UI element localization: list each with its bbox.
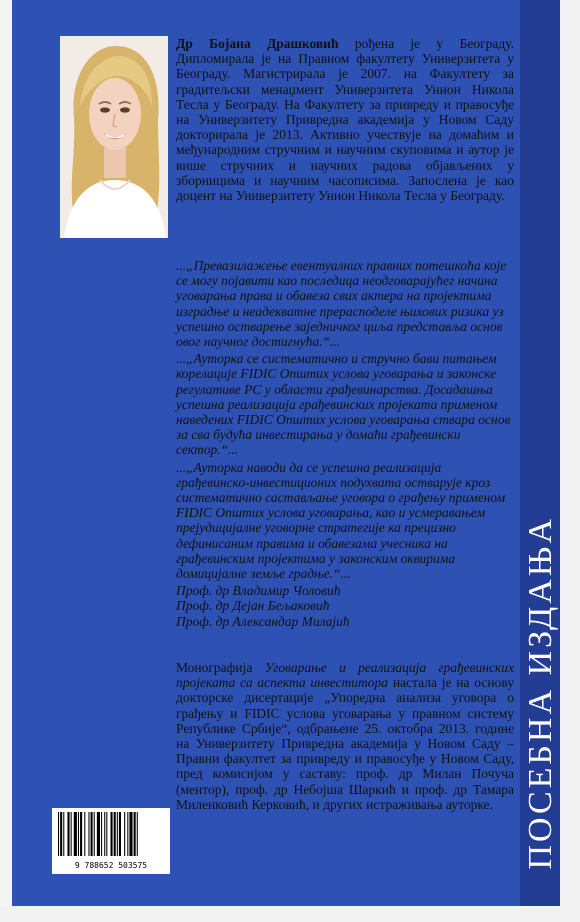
author-portrait-image — [60, 36, 168, 238]
author-bio — [176, 36, 514, 203]
monograph-lead: Монографија — [176, 660, 265, 675]
author-bio-text: рођена је у Београду. Дипломирала је на Правном факултету Универзитета у Београду. Магистрирала је 2007. на Факултету за градитељски менаџмент Универзитета Унион Никола Тесла у Београду. На Факултету за привреду и правосуђе на Универзитету Привредна академија у Новом Саду докторирала је 2013. Активно учествује на домаћим и међународним стручним и научним скуповима и аутор је више стручних и научних радова објављених у зборницима и научним часописима. Запослена је као доцент на Универзитету Унион Никола Тесла у Београду. — [176, 36, 515, 204]
spine-title-text: ПОСЕБНА ИЗДАЊА — [522, 516, 559, 870]
barcode-bars — [52, 808, 170, 862]
monograph-text: настала је на основу докторске дисертације „Упоредна анализа уговора о грађењу и FIDIC услова уговарања у правном систему Републике Србије“, одбрањене 25. октобра 2013. године на Универзитету Привредна академија у Новом Саду – Правни факултет за привреду и правосуђе у Новом Саду, пред комисијом у саставу: проф. др Милан Почуча (ментор), проф. др Небојша Шаркић и проф. др Тамара Миленковић Керковић, и других истраживања ауторке. — [176, 675, 514, 812]
cover-edge-bottom — [0, 906, 580, 922]
monograph-description — [176, 660, 514, 812]
monograph-title: Уговарање и реализација грађевинских пројеката са аспекта инвеститора — [176, 660, 514, 691]
cover-edge-right — [560, 0, 580, 922]
isbn-barcode — [52, 808, 170, 874]
review-quote: ...„Превазилажење евентуалних правних потешкоћа које се могу појавити као последица неодговарајућег начина уговарања права и обавеза свих актера на пројектима изградње и неадекватне прерасподеле њихових ризика уз успешно остварење заједничког циља представља основ овог научног достигнућа.“... — [176, 258, 507, 350]
reviewer-signature: Проф. др Владимир Чоловић — [176, 583, 341, 599]
review-quote: ...„Ауторка наводи да се успешна реализација грађевинско-инвестиционих подухвата остварује кроз систематично састављање уговора о грађењу применом FIDIC Општих услова уговарања, као и усмеравањем прејудицијалне уговорне стратегије ка прецизно дефинисаним правима и обавезама учесника на грађевинским пројектима у законским оквирима домицијалне земље градње.“... — [176, 459, 506, 582]
author-photo — [60, 36, 168, 238]
reviewer-signature: Проф. др Дејан Бељаковић — [176, 598, 330, 614]
reviewer-signature: Проф. др Александар Милајић — [176, 613, 350, 629]
isbn-digits: 9 788652 503575 — [74, 861, 148, 870]
spine-title — [520, 488, 562, 898]
review-quote: ...„Ауторка се систематично и стручно бави питањем корелације FIDIC Општих услова уговарања и законске регулативе РС у области грађевинарства. Досадашња успешна реализација грађевинских пројеката применом наведених FIDIC Општих услова уговарања ствара основ за сва будућа инвестирања у домаћи грађевински сектор.“... — [176, 351, 511, 458]
review-quotes — [176, 258, 514, 629]
author-name: Др Бојана Драшковић — [176, 36, 339, 51]
